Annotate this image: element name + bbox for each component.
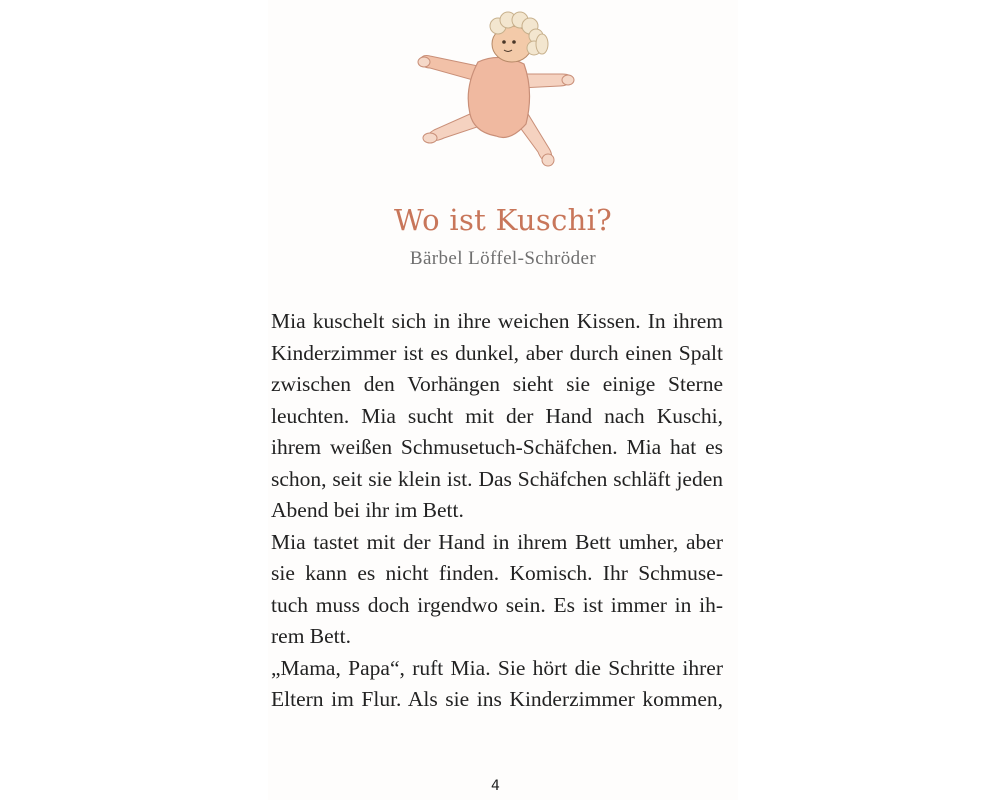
story-line: leuchten. Mia sucht mit der Hand nach Kuschi, bbox=[271, 403, 723, 428]
story-line: „Mama, Papa“, ruft Mia. Sie hört die Schritte ihrer bbox=[271, 655, 723, 680]
story-line: Mia kuschelt sich in ihre weichen Kissen. In ihrem bbox=[271, 309, 723, 333]
story-line: tuch muss doch irgendwo sein. Es ist immer in ih- bbox=[271, 592, 723, 617]
story-line: Kinderzimmer ist es dunkel, aber durch einen Spalt bbox=[271, 340, 723, 365]
story-title: Wo ist Kuschi? bbox=[393, 203, 613, 237]
page-number: 4 bbox=[491, 778, 500, 794]
story-line: Eltern im Flur. Als sie ins Kinderzimmer kommen, bbox=[271, 687, 723, 711]
sheep-cuddle-cloth-icon bbox=[400, 4, 590, 176]
story-line: ihrem weißen Schmusetuch-Schäfchen. Mia hat es bbox=[271, 435, 723, 459]
story-line: zwischen den Vorhängen sieht sie einige Sterne bbox=[271, 372, 723, 396]
story-line: Mia tastet mit der Hand in ihrem Bett umher, aber bbox=[271, 529, 723, 554]
story-line: Abend bei ihr im Bett. bbox=[271, 498, 464, 522]
story-line: rem Bett. bbox=[271, 624, 352, 648]
story-line: sie kann es nicht finden. Komisch. Ihr Schmuse- bbox=[271, 561, 723, 585]
story-author: Bärbel Löffel-Schröder bbox=[409, 248, 597, 269]
story-line: schon, seit sie klein ist. Das Schäfchen schläft jeden bbox=[271, 466, 723, 491]
story-body bbox=[271, 306, 723, 716]
